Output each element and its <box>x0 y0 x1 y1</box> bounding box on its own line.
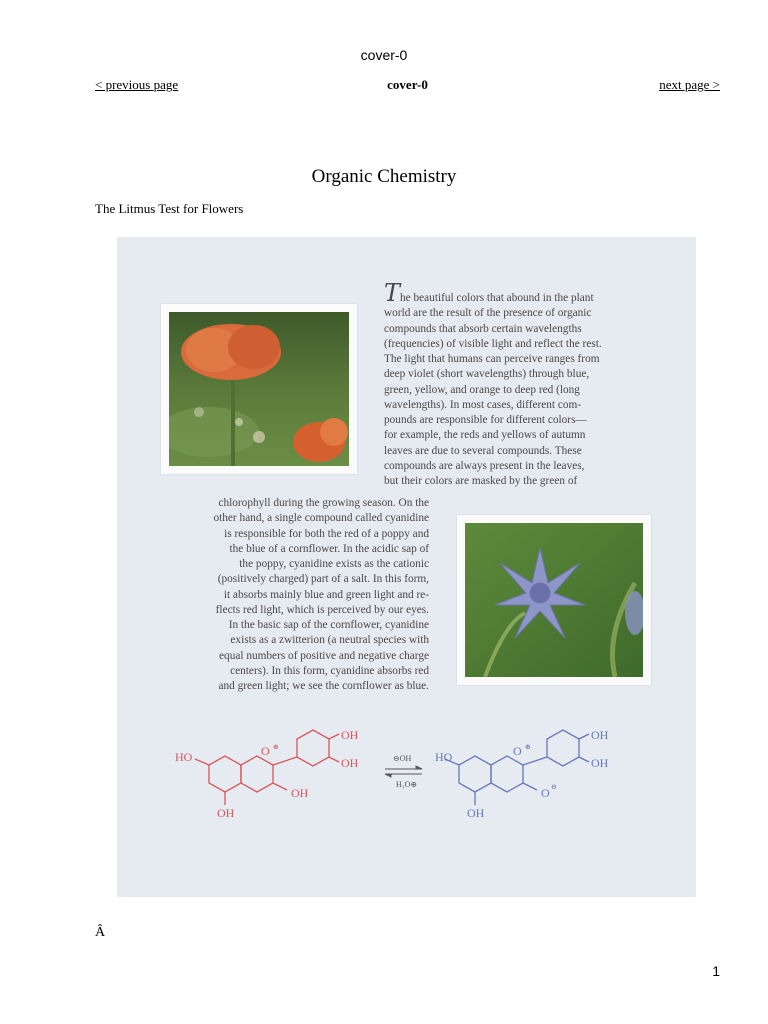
text-line: centers). In this form, cyanidine absorbs red <box>230 664 429 677</box>
poppy-photo <box>161 304 357 474</box>
label-oh-mid: OH <box>291 786 309 800</box>
arrow-bottom-label: H₃O⊕ <box>396 780 418 789</box>
label-oh-right: OH <box>591 756 609 770</box>
equilibrium-arrows <box>385 766 422 777</box>
drop-cap: T <box>384 279 401 307</box>
label-o-plus: O <box>261 744 270 758</box>
text-line: for example, the reds and yellows of autumn <box>384 429 586 442</box>
label-oh-top: OH <box>341 728 359 742</box>
intro-paragraph <box>384 279 649 489</box>
text-line: In the basic sap of the cornflower, cyanidine <box>228 619 429 631</box>
label-ho: HO <box>435 750 453 764</box>
text-line: compounds that absorb certain wavelengths <box>384 322 582 335</box>
text-line: but their colors are masked by the green of <box>384 475 578 487</box>
cyanidine-cation-structure <box>195 730 339 805</box>
text-line: chlorophyll during the growing season. On the <box>218 497 429 509</box>
plus-charge: ⊕ <box>525 743 531 751</box>
text-line: compounds are always present in the leaves, <box>384 459 585 472</box>
text-line: pounds are responsible for different colors— <box>384 414 587 426</box>
next-page-link[interactable]: next page > <box>659 77 720 92</box>
text-line: and green light; we see the cornflower as blue. <box>218 680 429 692</box>
label-o-plus: O <box>513 744 522 758</box>
text-line: (positively charged) part of a salt. In this form, <box>217 573 429 586</box>
text-line: the poppy, cyanidine exists as the cationic <box>239 558 429 570</box>
cornflower-photo <box>457 515 651 685</box>
previous-page-link[interactable]: < previous page <box>95 77 179 92</box>
label-oh-right: OH <box>341 756 359 770</box>
cyanidine-equilibrium-diagram <box>117 717 696 867</box>
text-line: is responsible for both the red of a poppy and <box>224 527 429 540</box>
label-ho: HO <box>175 750 193 764</box>
label-oh-top: OH <box>591 728 609 742</box>
text-line: leaves are due to several compounds. These <box>384 444 582 457</box>
cyanidine-zwitterion-labels <box>435 728 609 820</box>
document-subtitle: The Litmus Test for Flowers <box>95 201 244 216</box>
text-line: the blue of a cornflower. In the acidic sap of <box>229 542 429 555</box>
label-oh-bottom: OH <box>217 806 235 820</box>
cyanidine-zwitterion-structure <box>445 730 589 805</box>
page-number: 1 <box>712 963 720 979</box>
scanned-page-image <box>117 237 696 897</box>
text-line: other hand, a single compound called cyanidine <box>213 512 429 525</box>
document-title: Organic Chemistry <box>311 166 457 187</box>
text-line: green, yellow, and orange to deep red (long <box>384 383 580 396</box>
text-line: flects red light, which is perceived by our eyes. <box>215 603 429 616</box>
arrow-top-label: ⊖OH <box>393 754 412 763</box>
text-line: equal numbers of positive and negative charge <box>219 649 429 662</box>
page-header-title: cover-0 <box>360 47 408 63</box>
cyanidine-cation-labels <box>175 728 359 820</box>
current-page-label: cover-0 <box>387 77 428 92</box>
text-line: wavelengths). In most cases, different com- <box>384 398 582 411</box>
minus-charge: ⊖ <box>551 783 557 791</box>
paragraph-first-line <box>384 279 649 307</box>
page-navigation <box>95 77 720 95</box>
stray-character: Â <box>95 925 106 940</box>
text-line: exists as a zwitterion (a neutral species with <box>230 634 429 647</box>
text-line: deep violet (short wavelengths) through blue, <box>384 368 590 381</box>
text-line: it absorbs mainly blue and green light and re- <box>223 588 429 601</box>
plus-charge: ⊕ <box>273 743 279 751</box>
cyanidine-paragraph <box>162 496 429 694</box>
label-o-minus: O <box>541 786 550 800</box>
text-line: he beautiful colors that abound in the plant <box>400 292 594 304</box>
label-oh-bottom: OH <box>467 806 485 820</box>
text-line: The light that humans can perceive ranges from <box>384 353 600 365</box>
text-line: (frequencies) of visible light and reflect the rest. <box>384 337 602 350</box>
text-line: world are the result of the presence of organic <box>384 307 592 320</box>
